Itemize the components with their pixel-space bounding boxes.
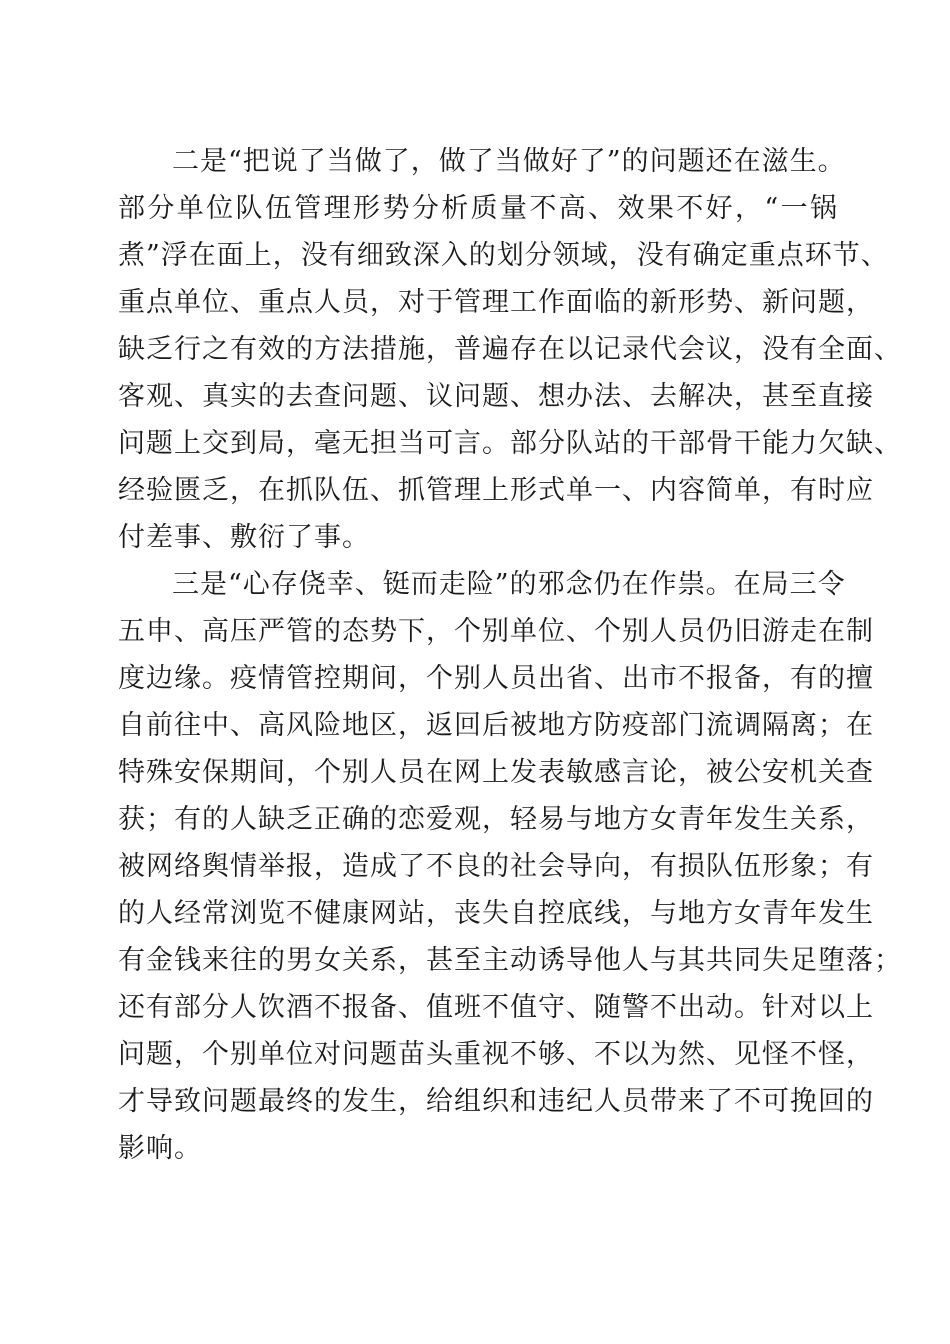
paragraph-2 bbox=[118, 561, 902, 1172]
paragraph-line: 二是“把说了当做了，做了当做好了”的问题还在滋生。 bbox=[172, 146, 846, 177]
paragraph-line: 付差事、敷衍了事。 bbox=[118, 522, 370, 553]
paragraph-line: 缺乏行之有效的方法措施，普遍存在以记录代会议，没有全面、 bbox=[118, 334, 902, 365]
paragraph-line: 获；有的人缺乏正确的恋爱观，轻易与地方女青年发生关系， bbox=[118, 804, 874, 835]
paragraph-line: 问题上交到局，毫无担当可言。部分队站的干部骨干能力欠缺、 bbox=[118, 428, 902, 459]
paragraph-line: 问题，个别单位对问题苗头重视不够、不以为然、见怪不怪， bbox=[118, 1039, 874, 1070]
paragraph-line: 才导致问题最终的发生，给组织和违纪人员带来了不可挽回的 bbox=[118, 1086, 874, 1117]
paragraph-line: 部分单位队伍管理形势分析质量不高、效果不好，“一锅 bbox=[118, 193, 838, 224]
paragraph-line: 影响。 bbox=[118, 1133, 202, 1164]
paragraph-line: 度边缘。疫情管控期间，个别人员出省、出市不报备，有的擅 bbox=[118, 663, 874, 694]
document-body bbox=[118, 138, 902, 1172]
paragraph-line: 有金钱来往的男女关系，甚至主动诱导他人与其共同失足堕落； bbox=[118, 945, 902, 976]
paragraph-line: 五申、高压严管的态势下，个别单位、个别人员仍旧游走在制 bbox=[118, 616, 874, 647]
paragraph-1 bbox=[118, 138, 902, 561]
paragraph-line: 重点单位、重点人员，对于管理工作面临的新形势、新问题， bbox=[118, 287, 874, 318]
paragraph-line: 客观、真实的去查问题、议问题、想办法、去解决，甚至直接 bbox=[118, 381, 874, 412]
paragraph-line: 三是“心存侥幸、铤而走险”的邪念仍在作祟。在局三令 bbox=[172, 569, 846, 600]
paragraph-line: 的人经常浏览不健康网站，丧失自控底线，与地方女青年发生 bbox=[118, 898, 874, 929]
paragraph-line: 煮”浮在面上，没有细致深入的划分领域，没有确定重点环节、 bbox=[118, 240, 889, 271]
paragraph-line: 经验匮乏，在抓队伍、抓管理上形式单一、内容简单，有时应 bbox=[118, 475, 874, 506]
paragraph-line: 被网络舆情举报，造成了不良的社会导向，有损队伍形象；有 bbox=[118, 851, 874, 882]
paragraph-line: 还有部分人饮酒不报备、值班不值守、随警不出动。针对以上 bbox=[118, 992, 874, 1023]
paragraph-line: 特殊安保期间，个别人员在网上发表敏感言论，被公安机关查 bbox=[118, 757, 874, 788]
paragraph-line: 自前往中、高风险地区，返回后被地方防疫部门流调隔离；在 bbox=[118, 710, 874, 741]
